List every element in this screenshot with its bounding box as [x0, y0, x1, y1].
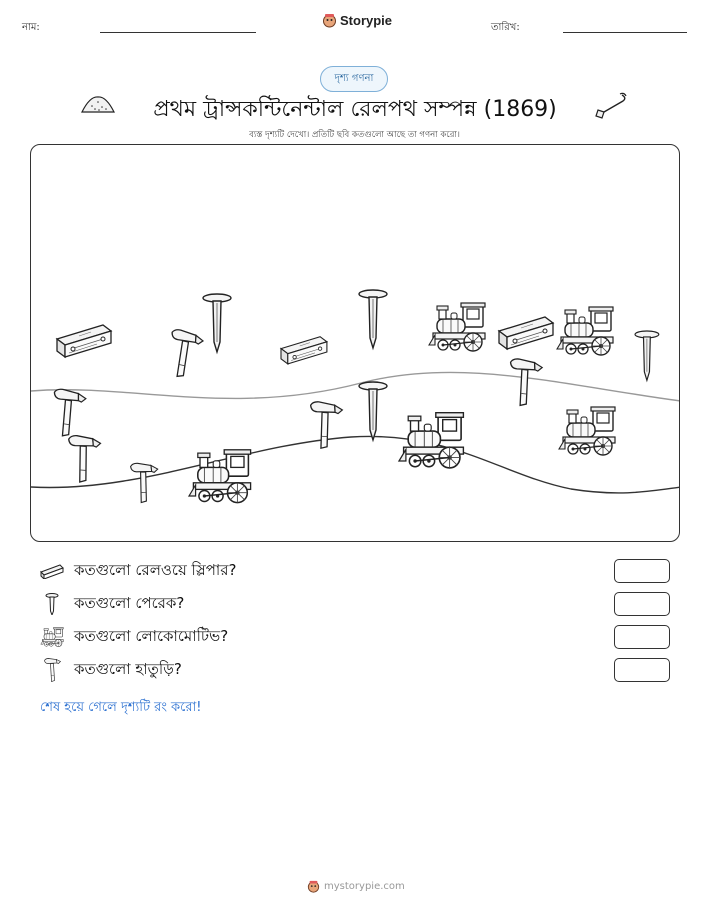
hammer: [506, 358, 543, 407]
page-title: প্রথম ট্রান্সকন্টিনেন্টাল রেলপথ সম্পন্ন (1869): [153, 97, 557, 122]
storypie-mascot-icon: [307, 880, 320, 893]
question-row-locomotives: [40, 625, 670, 649]
counting-scene: [30, 144, 680, 542]
hammer-icon: [42, 658, 62, 682]
date-label: তারিখ:: [491, 22, 520, 33]
footer-url[interactable]: mystorypie.com: [324, 881, 405, 892]
locomotive: [559, 407, 615, 455]
answer-box-locomotives[interactable]: [614, 625, 670, 649]
locomotive: [429, 303, 485, 351]
footer-site: [307, 880, 405, 893]
name-label: নাম:: [22, 22, 40, 33]
answer-box-spikes[interactable]: [614, 592, 670, 616]
railway-spike: [359, 290, 387, 348]
hammer: [307, 401, 343, 450]
question-text: কতগুলো রেলওয়ে স্লিপার?: [74, 560, 237, 579]
date-line[interactable]: [563, 32, 687, 33]
answer-box-sleepers[interactable]: [614, 559, 670, 583]
instructions: ব্যস্ত দৃশ্যটি দেখো। প্রতিটি ছবি কতগুলো আছে তা গণনা করো।: [249, 130, 460, 140]
question-text: কতগুলো পেরেক?: [74, 593, 185, 612]
railway-sleeper: [57, 325, 111, 357]
railway-spike: [203, 294, 231, 352]
locomotive: [399, 413, 463, 468]
question-text: কতগুলো হাতুড়ি?: [74, 659, 182, 678]
railway-sleeper: [499, 317, 553, 349]
locomotive: [189, 450, 251, 503]
scene-drawing: [31, 145, 680, 542]
question-text: কতগুলো লোকোমোটিভ?: [74, 626, 229, 645]
hammer: [49, 388, 87, 438]
answer-box-hammers[interactable]: [614, 658, 670, 682]
dirt-pile-icon: [80, 94, 116, 114]
name-line[interactable]: [100, 32, 256, 33]
coloring-note: শেষ হয়ে গেলে দৃশ্যটি রং করো!: [40, 700, 202, 715]
shovel-icon: [594, 92, 628, 120]
hammer: [163, 328, 204, 380]
railway-spike: [635, 331, 659, 380]
railway-sleeper-icon: [40, 563, 64, 579]
activity-badge: দৃশ্য গণনা: [320, 66, 388, 92]
hammer: [129, 463, 158, 503]
hammer: [66, 435, 101, 483]
brand-logo: [322, 13, 392, 28]
question-row-hammers: [40, 658, 670, 682]
question-row-sleepers: [40, 559, 670, 583]
spike-icon: [45, 593, 59, 615]
storypie-mascot-icon: [322, 13, 337, 28]
railway-spike: [359, 382, 387, 440]
locomotive: [557, 307, 613, 355]
question-row-spikes: [40, 592, 670, 616]
locomotive-icon: [40, 626, 64, 648]
railway-sleeper: [281, 337, 327, 364]
brand-name: Storypie: [340, 13, 393, 28]
